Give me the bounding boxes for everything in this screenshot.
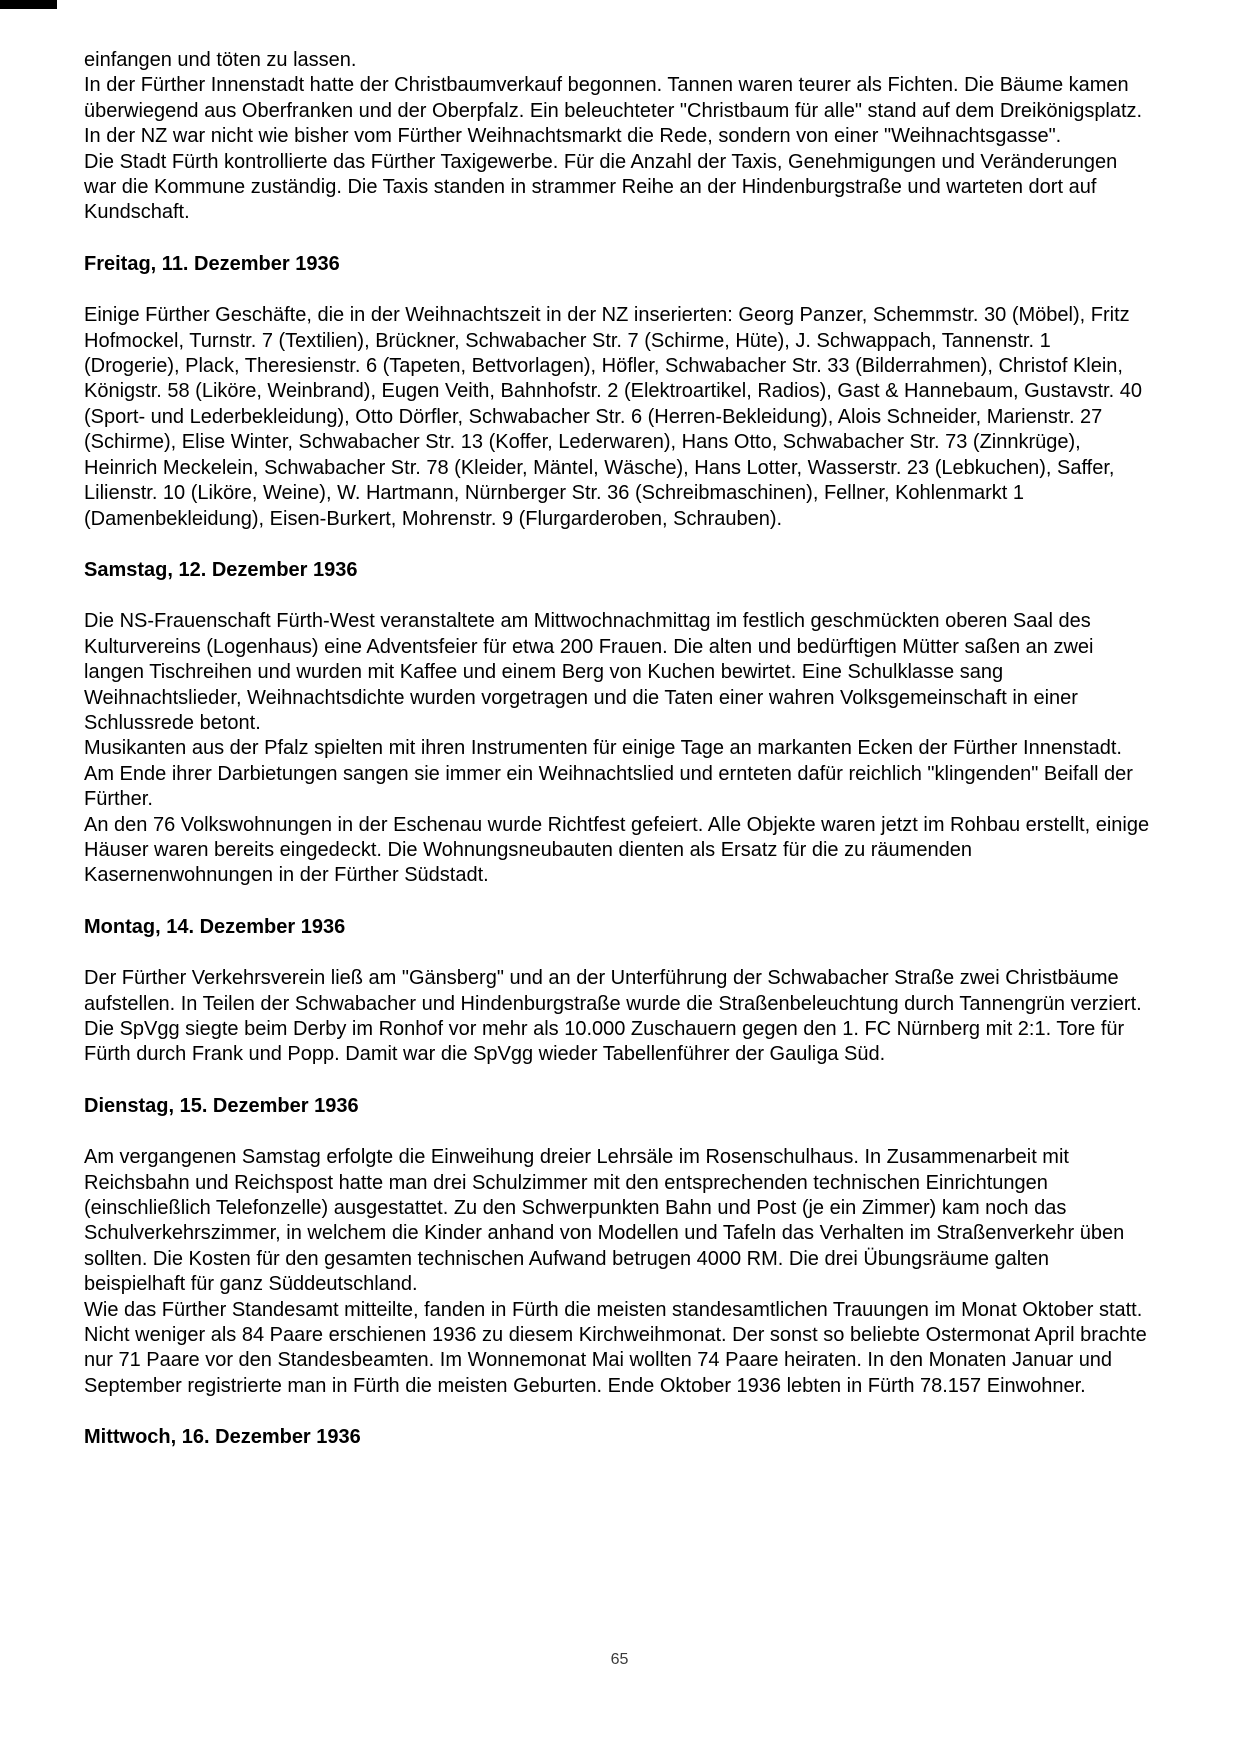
section-heading-mittwoch-16-dezember: Mittwoch, 16. Dezember 1936 xyxy=(84,1426,361,1449)
paragraph-continuation: einfangen und töten zu lassen. xyxy=(84,49,357,71)
scan-artifact-mark xyxy=(0,0,57,9)
paragraph: Die SpVgg siegte beim Derby im Ronhof vor mehr als 10.000 Zuschauern gegen den 1. FC Nürnberg mit 2:1. Tore für Fürth durch Frank und Popp. Damit war die SpVgg wieder Tabellenführer der Gauliga Süd. xyxy=(84,1018,1125,1066)
paragraph: Die Stadt Fürth kontrollierte das Fürther Taxigewerbe. Für die Anzahl der Taxis, Genehmigungen und Veränderungen war die Kommune zuständig. Die Taxis standen in strammer Reihe an der Hindenburgstraße und warteten dort auf Kundschaft. xyxy=(84,150,1118,224)
section-heading-montag-14-dezember: Montag, 14. Dezember 1936 xyxy=(84,915,346,938)
paragraph: An den 76 Volkswohnungen in der Eschenau wurde Richtfest gefeiert. Alle Objekte waren jetzt im Rohbau erstellt, einige Häuser waren bereits eingedeckt. Die Wohnungsneubauten dienten als Ersatz für die zu räumenden Kasernenwohnungen in der Fürther Südstadt. xyxy=(84,813,1150,887)
paragraph: Einige Fürther Geschäfte, die in der Weihnachtszeit in der NZ inserierten: Georg Panzer, Schemmstr. 30 (Möbel), Fritz Hofmockel, Turnstr. 7 (Textilien), Brückner, Schwabacher Str. 7 (Schirme, Hüte), J. Schwappach, Tannenstr. 1 (Drogerie), Plack, Theresienstr. 6 (Tapeten, Bettvorlagen), Höfler, Schwabacher Str. 33 (Bilderrahmen), Christof Klein, Königstr. 58 (Liköre, Weinbrand), Eugen Veith, Bahnhofstr. 2 (Elektroartikel, Radios), Gast & Hannebaum, Gustavstr. 40 (Sport- und Lederbekleidung), Otto Dörfler, Schwabacher Str. 6 (Herren-Bekleidung), Alois Schneider, Marienstr. 27 (Schirme), Elise Winter, Schwabacher Str. 13 (Koffer, Lederwaren), Hans Otto, Schwabacher Str. 73 (Zinnkrüge), Heinrich Meckelein, Schwabacher Str. 78 (Kleider, Mäntel, Wäsche), Hans Lotter, Wasserstr. 23 (Lebkuchen), Saffer, Lilienstr. 10 (Liköre, Weine), W. Hartmann, Nürnberger Str. 36 (Schreibmaschinen), Fellner, Kohlenmarkt 1 (Damenbekleidung), Eisen-Burkert, Mohrenstr. 9 (Flurgarderoben, Schrauben). xyxy=(84,304,1142,530)
paragraph: Die NS-Frauenschaft Fürth-West veranstaltete am Mittwochnachmittag im festlich geschmückten oberen Saal des Kulturvereins (Logenhaus) eine Adventsfeier für etwa 200 Frauen. Die alten und bedürftigen Mütter saßen an zwei langen Tischreihen und wurden mit Kaffee und einem Berg von Kuchen bewirtet. Eine Schulklasse sang Weihnachtslieder, Weihnachtsdichte wurden vorgetragen und die Taten einer wahren Volksgemeinschaft in einer Schlussrede betont. xyxy=(84,610,1094,734)
section-heading-freitag-11-dezember: Freitag, 11. Dezember 1936 xyxy=(84,252,340,275)
paragraph: Der Fürther Verkehrsverein ließ am "Gänsberg" und an der Unterführung der Schwabacher Straße zwei Christbäume aufstellen. In Teilen der Schwabacher und Hindenburgstraße wurde die Straßenbeleuchtung durch Tannengrün verziert. xyxy=(84,967,1142,1015)
page-content xyxy=(84,48,1150,1477)
paragraph: Musikanten aus der Pfalz spielten mit ihren Instrumenten für einige Tage an markanten Ecken der Fürther Innenstadt. Am Ende ihrer Darbietungen sangen sie immer ein Weihnachtslied und ernteten dafür reichlich "klingenden" Beifall der Fürther. xyxy=(84,737,1133,811)
paragraph: In der Fürther Innenstadt hatte der Christbaumverkauf begonnen. Tannen waren teurer als Fichten. Die Bäume kamen überwiegend aus Oberfranken und der Oberpfalz. Ein beleuchteter "Christbaum für alle" stand auf dem Dreikönigsplatz. In der NZ war nicht wie bisher vom Fürther Weihnachtsmarkt die Rede, sondern von einer "Weihnachtsgasse". xyxy=(84,74,1143,148)
section-heading-dienstag-15-dezember: Dienstag, 15. Dezember 1936 xyxy=(84,1094,359,1117)
paragraph: Am vergangenen Samstag erfolgte die Einweihung dreier Lehrsäle im Rosenschulhaus. In Zusammenarbeit mit Reichsbahn und Reichspost hatte man drei Schulzimmer mit den entsprechenden technischen Einrichtungen (einschließlich Telefonzelle) ausgestattet. Zu den Schwerpunkten Bahn und Post (je ein Zimmer) kam noch das Schulverkehrszimmer, in welchem die Kinder anhand von Modellen und Tafeln das Verhalten im Straßenverkehr üben sollten. Die Kosten für den gesamten technischen Aufwand betrugen 4000 RM. Die drei Übungsräume galten beispielhaft für ganz Süddeutschland. xyxy=(84,1146,1125,1296)
section-heading-samstag-12-dezember: Samstag, 12. Dezember 1936 xyxy=(84,558,358,581)
page-number: 65 xyxy=(610,1651,629,1668)
paragraph: Wie das Fürther Standesamt mitteilte, fanden in Fürth die meisten standesamtlichen Trauungen im Monat Oktober statt. Nicht weniger als 84 Paare erschienen 1936 zu diesem Kirchweihmonat. Der sonst so beliebte Ostermonat April brachte nur 71 Paare vor den Standesbeamten. Im Wonnemonat Mai wollten 74 Paare heiraten. In den Monaten Januar und September registrierte man in Fürth die meisten Geburten. Ende Oktober 1936 lebten in Fürth 78.157 Einwohner. xyxy=(84,1298,1147,1397)
